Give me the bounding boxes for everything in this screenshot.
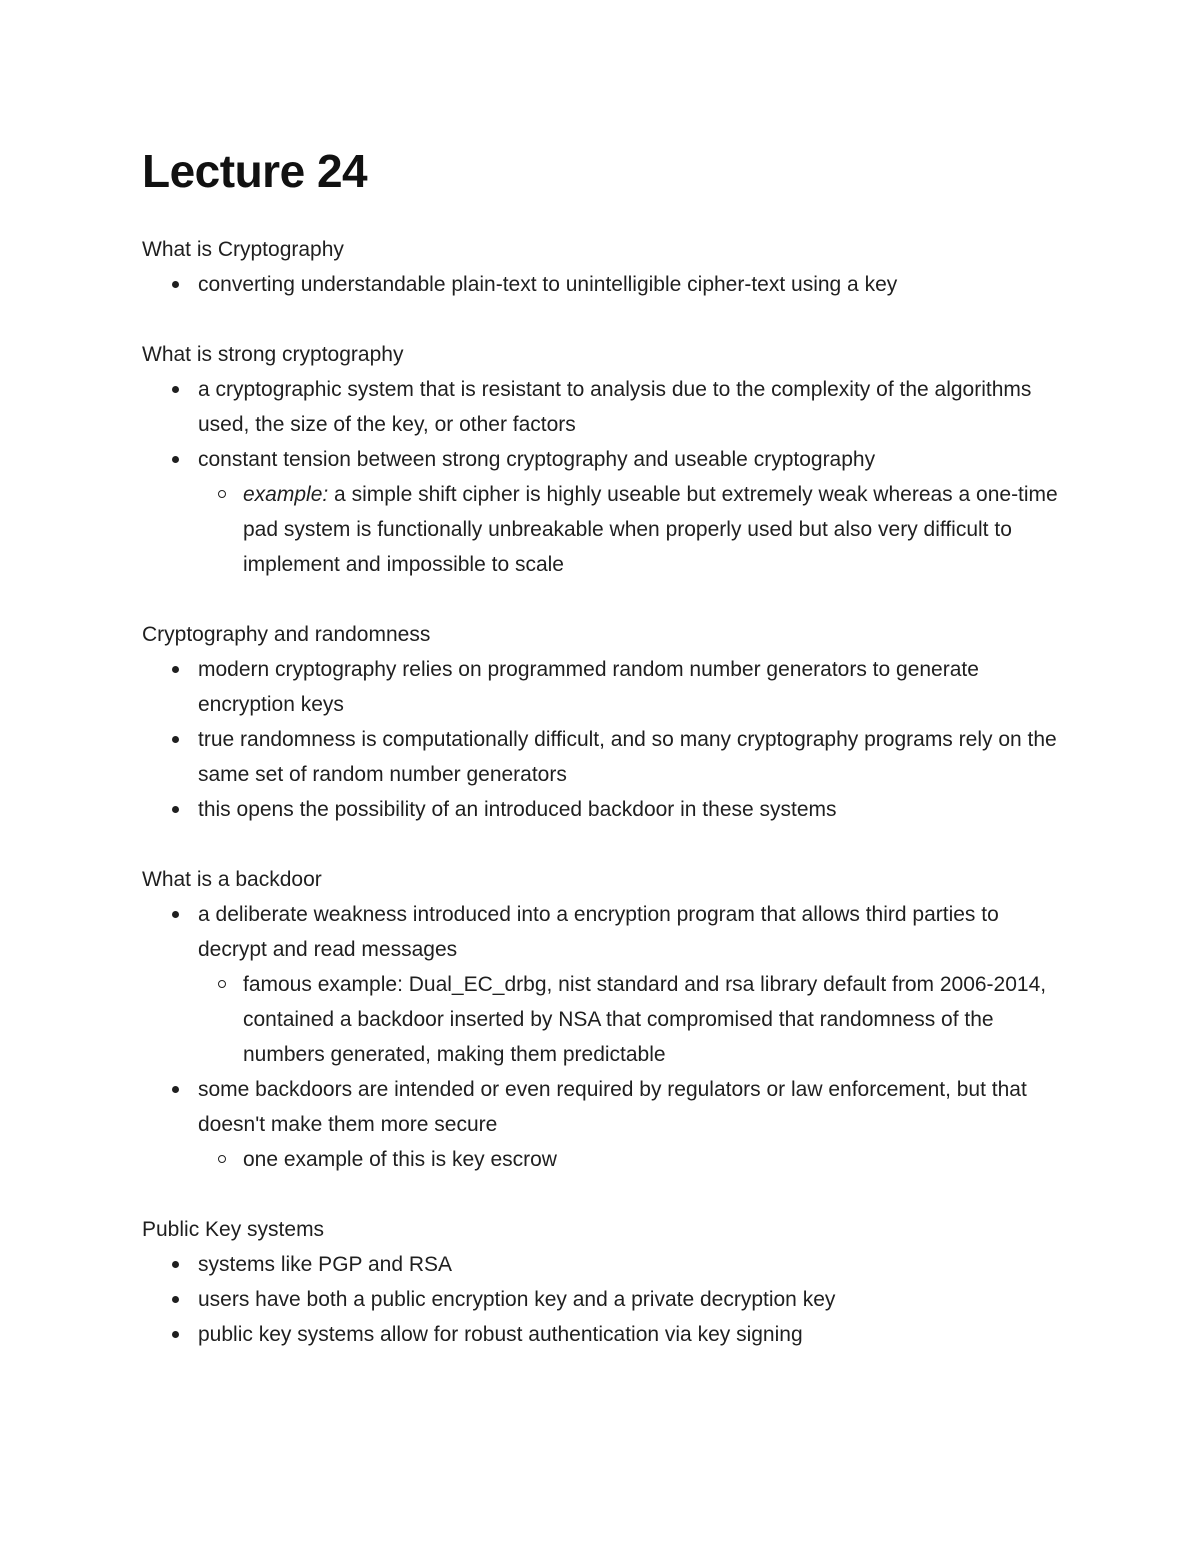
bullet-icon bbox=[172, 666, 179, 673]
list-item-text: a cryptographic system that is resistant to analysis due to the complexity of the algorithms used, the size of the key, or other factors bbox=[198, 378, 1032, 436]
section-heading: What is a backdoor bbox=[142, 868, 322, 891]
list-item bbox=[142, 1282, 1072, 1317]
spacer bbox=[142, 302, 1072, 337]
bullet-icon bbox=[172, 1261, 179, 1268]
bullet-list bbox=[142, 652, 1072, 827]
section-randomness bbox=[142, 617, 1072, 827]
sub-list-item-text: famous example: Dual_EC_drbg, nist standard and rsa library default from 2006-2014, contained a backdoor inserted by NSA that compromised that randomness of the numbers generated, making them predictable bbox=[243, 973, 1047, 1066]
list-item-text: public key systems allow for robust authentication via key signing bbox=[198, 1323, 803, 1346]
list-item-text: some backdoors are intended or even required by regulators or law enforcement, but that doesn't make them more secure bbox=[198, 1078, 1027, 1136]
list-item bbox=[142, 442, 1072, 582]
section-public-key bbox=[142, 1212, 1072, 1352]
bullet-list bbox=[142, 267, 1072, 302]
list-item-text: true randomness is computationally difficult, and so many cryptography programs rely on the same set of random number generators bbox=[198, 728, 1057, 786]
spacer bbox=[142, 204, 1072, 232]
list-item bbox=[142, 1247, 1072, 1282]
section-backdoor bbox=[142, 862, 1072, 1177]
page-title: Lecture 24 bbox=[142, 145, 368, 197]
section-heading: Public Key systems bbox=[142, 1218, 325, 1241]
spacer bbox=[142, 827, 1072, 862]
sub-bullet-list bbox=[198, 477, 1072, 582]
sub-list-item-text: one example of this is key escrow bbox=[243, 1148, 557, 1171]
list-item bbox=[142, 722, 1072, 792]
list-item bbox=[142, 267, 1072, 302]
hollow-bullet-icon bbox=[218, 1155, 226, 1163]
example-label: example: bbox=[243, 483, 329, 506]
bullet-icon bbox=[172, 1086, 179, 1093]
sub-bullet-list bbox=[198, 967, 1072, 1072]
bullet-icon bbox=[172, 456, 179, 463]
sub-list-item bbox=[198, 967, 1072, 1072]
bullet-list bbox=[142, 372, 1072, 582]
section-heading: What is strong cryptography bbox=[142, 343, 404, 366]
list-item bbox=[142, 897, 1072, 1072]
list-item bbox=[142, 1317, 1072, 1352]
sub-list-item bbox=[198, 1142, 1072, 1177]
bullet-icon bbox=[172, 386, 179, 393]
sub-list-item bbox=[198, 477, 1072, 582]
list-item-text: converting understandable plain-text to unintelligible cipher-text using a key bbox=[198, 273, 898, 296]
section-heading: Cryptography and randomness bbox=[142, 623, 431, 646]
sub-bullet-list bbox=[198, 1142, 1072, 1177]
section-what-is-cryptography bbox=[142, 232, 1072, 302]
list-item bbox=[142, 652, 1072, 722]
list-item-text: a deliberate weakness introduced into a encryption program that allows third parties to decrypt and read messages bbox=[198, 903, 999, 961]
sub-list-item-text: a simple shift cipher is highly useable but extremely weak whereas a one-time pad system is functionally unbreakable when properly used but also very difficult to implement and impossible to scale bbox=[243, 483, 1058, 576]
spacer bbox=[142, 582, 1072, 617]
bullet-list bbox=[142, 897, 1072, 1177]
document-page bbox=[142, 138, 1072, 1352]
list-item-text: this opens the possibility of an introduced backdoor in these systems bbox=[198, 798, 837, 821]
bullet-icon bbox=[172, 1331, 179, 1338]
bullet-icon bbox=[172, 1296, 179, 1303]
list-item-text: systems like PGP and RSA bbox=[198, 1253, 453, 1276]
bullet-icon bbox=[172, 911, 179, 918]
list-item-text: modern cryptography relies on programmed random number generators to generate encryption keys bbox=[198, 658, 979, 716]
bullet-icon bbox=[172, 736, 179, 743]
bullet-icon bbox=[172, 806, 179, 813]
section-strong-cryptography bbox=[142, 337, 1072, 582]
list-item bbox=[142, 792, 1072, 827]
spacer bbox=[142, 1177, 1072, 1212]
bullet-list bbox=[142, 1247, 1072, 1352]
section-heading: What is Cryptography bbox=[142, 238, 344, 261]
hollow-bullet-icon bbox=[218, 980, 226, 988]
hollow-bullet-icon bbox=[218, 490, 226, 498]
list-item bbox=[142, 1072, 1072, 1177]
bullet-icon bbox=[172, 281, 179, 288]
list-item-text: constant tension between strong cryptography and useable cryptography bbox=[198, 448, 876, 471]
list-item bbox=[142, 372, 1072, 442]
list-item-text: users have both a public encryption key and a private decryption key bbox=[198, 1288, 836, 1311]
